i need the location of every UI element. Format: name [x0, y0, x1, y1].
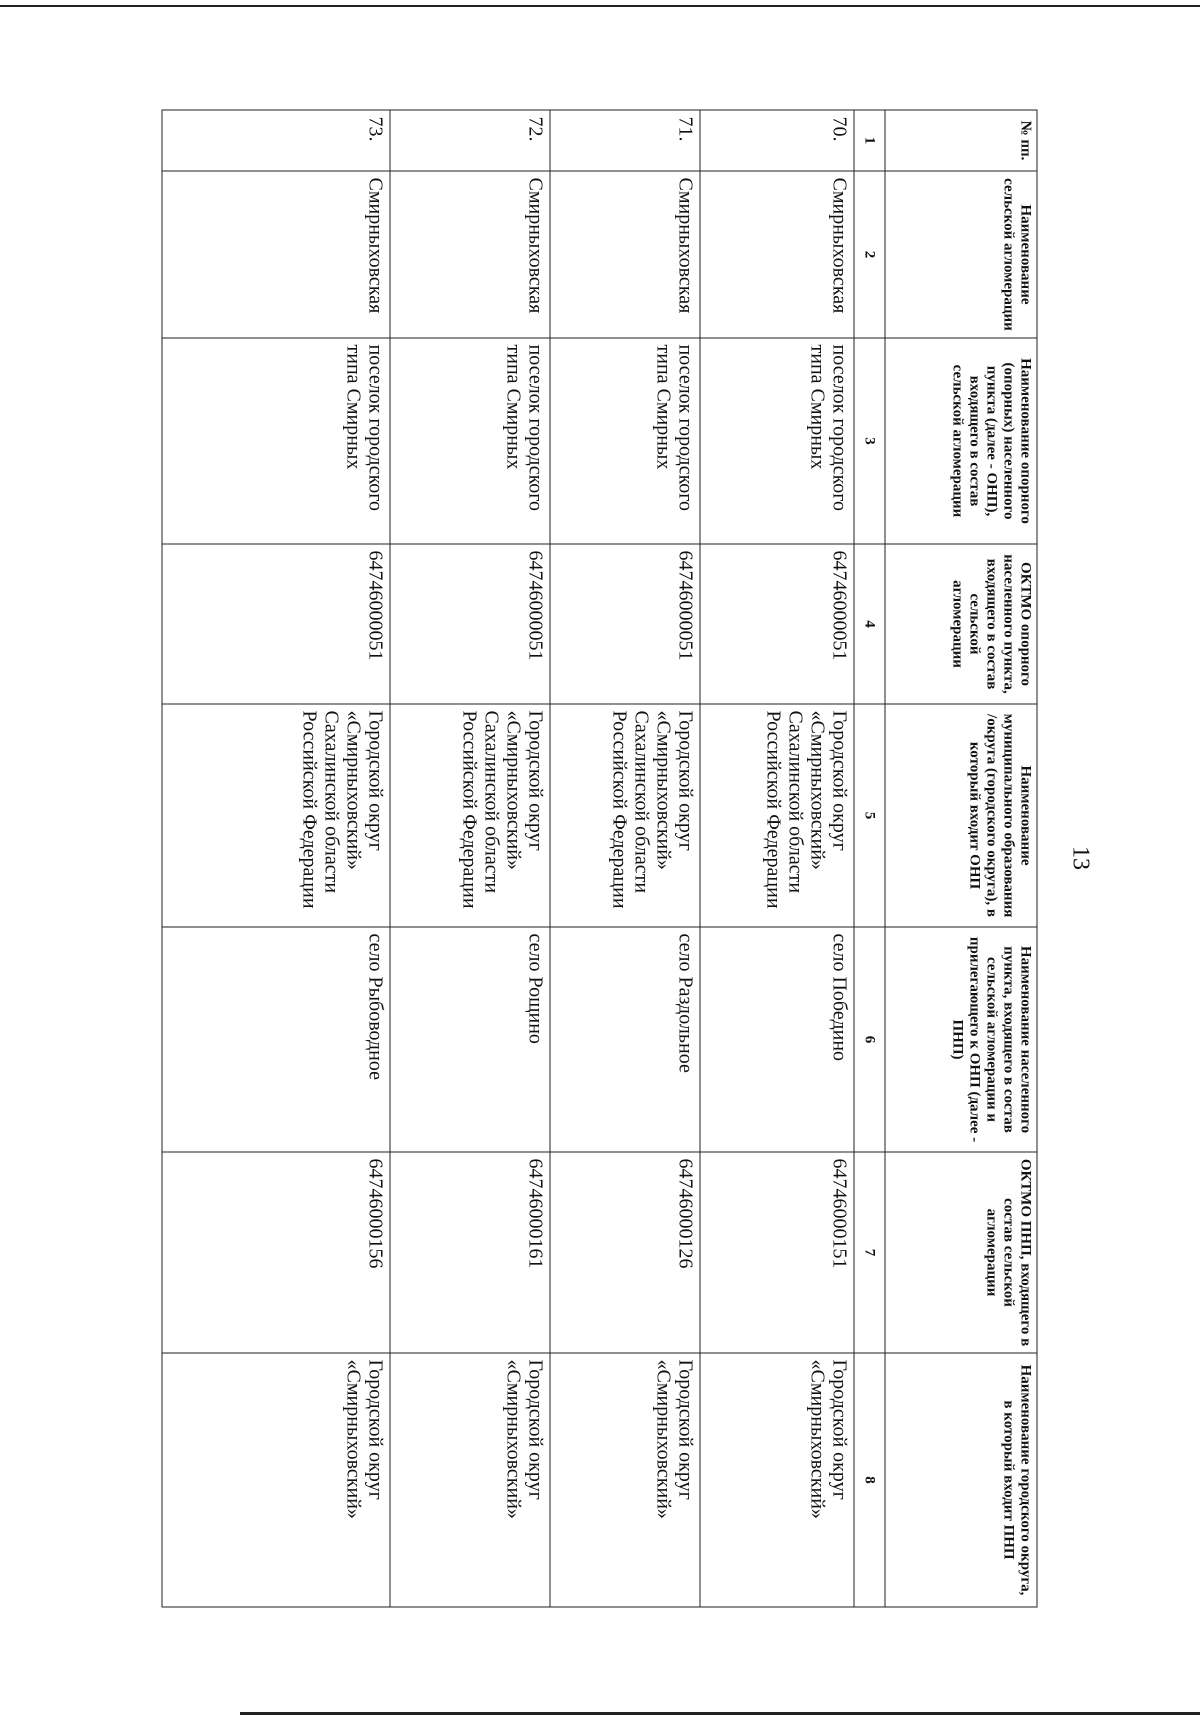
cell-pnp-district: Городской округ «Смирныховский»	[700, 1353, 854, 1607]
cell-onp-name: поселок городского типа Смирных	[700, 338, 854, 544]
cell-pnp-oktmo: 64746000161	[390, 1152, 550, 1353]
header-cell-municipality: Наименование муниципального образования /округа (городского округа), в который входит ОНП	[885, 704, 1037, 927]
column-number-row	[854, 110, 885, 1607]
page-number: 13	[1067, 846, 1094, 870]
header-cell-agglomeration: Наименование сельской агломерации	[885, 171, 1037, 338]
cell-agglomeration: Смирныховская	[390, 171, 550, 338]
cell-pnp-name: село Победино	[700, 927, 854, 1152]
cell-pnp-district: Городской округ «Смирныховский»	[550, 1353, 700, 1607]
cell-pnp-name: село Рыбоводное	[162, 927, 390, 1152]
cell-index: 72.	[390, 110, 550, 171]
cell-pnp-district: Городской округ «Смирныховский»	[162, 1353, 390, 1607]
table-container	[163, 110, 1038, 1607]
column-number: 2	[854, 171, 885, 338]
header-cell-index: № пп.	[885, 110, 1037, 171]
table-header-row	[885, 110, 1037, 1607]
cell-agglomeration: Смирныховская	[162, 171, 390, 338]
cell-onp-oktmo: 64746000051	[550, 544, 700, 704]
scan-edge-top	[0, 5, 1200, 7]
column-number: 7	[854, 1152, 885, 1353]
header-cell-pnp-name: Наименование населенного пункта, входящего в состав сельской агломерации и прилегающего к ОНП (далее - ПНП)	[885, 927, 1037, 1152]
cell-onp-oktmo: 64746000051	[390, 544, 550, 704]
cell-pnp-oktmo: 64746000156	[162, 1152, 390, 1353]
table-row	[162, 110, 390, 1607]
cell-agglomeration: Смирныховская	[700, 171, 854, 338]
scan-edge-bottom	[240, 1712, 1200, 1715]
cell-index: 70.	[700, 110, 854, 171]
cell-onp-name: поселок городского типа Смирных	[550, 338, 700, 544]
agglomeration-table	[162, 110, 1038, 1608]
cell-index: 73.	[162, 110, 390, 171]
header-cell-onp-name: Наименование опорного (опорных) населенного пункта (далее - ОНП), входящего в состав сельской агломерации	[885, 338, 1037, 544]
cell-index: 71.	[550, 110, 700, 171]
column-number: 3	[854, 338, 885, 544]
cell-agglomeration: Смирныховская	[550, 171, 700, 338]
table-row	[390, 110, 550, 1607]
table-row	[700, 110, 854, 1607]
column-number: 1	[854, 110, 885, 171]
column-number: 5	[854, 704, 885, 927]
column-number: 6	[854, 927, 885, 1152]
cell-pnp-oktmo: 64746000151	[700, 1152, 854, 1353]
table-row	[550, 110, 700, 1607]
cell-municipality: Городской округ «Смирныховский» Сахалинской области Российской Федерации	[162, 704, 390, 927]
cell-pnp-district: Городской округ «Смирныховский»	[390, 1353, 550, 1607]
cell-municipality: Городской округ «Смирныховский» Сахалинской области Российской Федерации	[700, 704, 854, 927]
cell-onp-oktmo: 64746000051	[700, 544, 854, 704]
cell-pnp-name: село Раздольное	[550, 927, 700, 1152]
header-cell-pnp-district: Наименование городского округа, в который входит ПНП	[885, 1353, 1037, 1607]
cell-onp-name: поселок городского типа Смирных	[390, 338, 550, 544]
cell-pnp-oktmo: 64746000126	[550, 1152, 700, 1353]
cell-pnp-name: село Рощино	[390, 927, 550, 1152]
column-number: 4	[854, 544, 885, 704]
header-cell-pnp-oktmo: ОКТМО ПНП, входящего в состав сельской агломерации	[885, 1152, 1037, 1353]
header-cell-onp-oktmo: ОКТМО опорного населенного пункта, входящего в состав сельской агломерации	[885, 544, 1037, 704]
cell-municipality: Городской округ «Смирныховский» Сахалинской области Российской Федерации	[390, 704, 550, 927]
column-number: 8	[854, 1353, 885, 1607]
cell-onp-oktmo: 64746000051	[162, 544, 390, 704]
cell-municipality: Городской округ «Смирныховский» Сахалинской области Российской Федерации	[550, 704, 700, 927]
cell-onp-name: поселок городского типа Смирных	[162, 338, 390, 544]
